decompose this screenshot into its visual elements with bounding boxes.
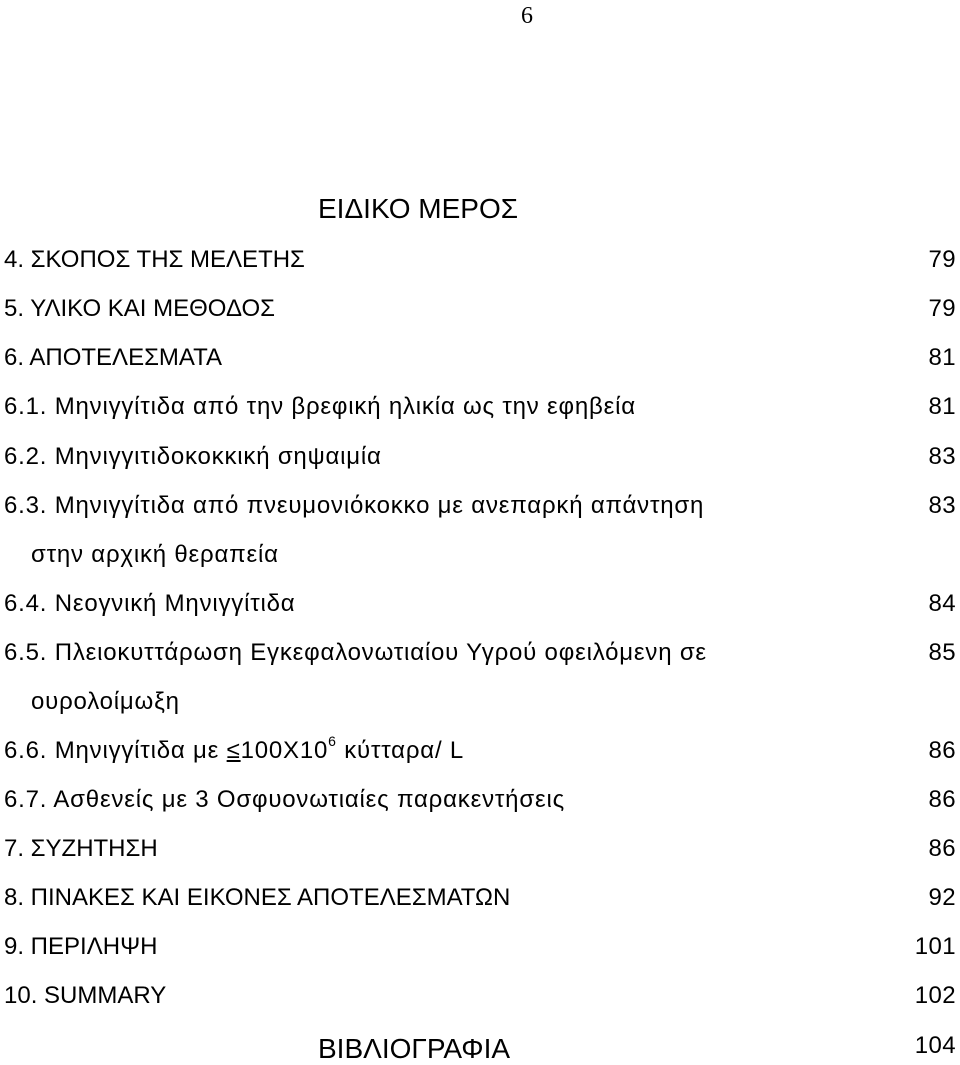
toc-entry-6-3 xyxy=(4,490,956,522)
toc-page-number: 81 xyxy=(928,393,956,420)
toc-entry-6-2 xyxy=(4,441,956,473)
toc-label-continuation: στην αρχική θεραπεία xyxy=(31,541,279,568)
bibliography-heading: ΒΙΒΛΙΟΓΡΑΦΙΑ xyxy=(318,1033,511,1064)
toc-page-number: 102 xyxy=(914,982,956,1009)
toc-page-number: 101 xyxy=(914,933,956,960)
toc-label: 6.1. Μηνιγγίτιδα από την βρεφική ηλικία ως την εφηβεία xyxy=(4,393,636,420)
toc-entry-6 xyxy=(4,342,956,374)
toc-label: 9. ΠΕΡΙΛΗΨΗ xyxy=(4,933,158,960)
toc-page-number: 86 xyxy=(928,835,956,862)
toc-page-number: 79 xyxy=(928,295,956,322)
toc-entry-10 xyxy=(4,980,956,1012)
cell-count-value: 100Χ10 xyxy=(240,737,329,764)
toc-entry-8 xyxy=(4,882,956,914)
toc-entry-4 xyxy=(4,244,956,276)
toc-entry-6-5 xyxy=(4,637,956,669)
toc-entry-6-4 xyxy=(4,588,956,620)
toc-label: 10. SUMMARY xyxy=(4,982,167,1009)
toc-page-number: 81 xyxy=(928,344,956,371)
bibliography-page-number: 104 xyxy=(914,1032,956,1059)
toc-entry-9 xyxy=(4,931,956,963)
toc-label: 6.4. Νεογνική Μηνιγγίτιδα xyxy=(4,590,296,617)
toc-label: 6.5. Πλειοκυττάρωση Εγκεφαλονωτιαίου Υγρού οφειλόμενη σε xyxy=(4,639,707,666)
toc-label-prefix: 6.6. Μηνιγγίτιδα με xyxy=(4,737,227,764)
toc-page-number: 85 xyxy=(928,639,956,666)
toc-entry-6-1 xyxy=(4,391,956,423)
less-or-equal-symbol: ≤ xyxy=(226,737,241,764)
toc-label: 8. ΠΙΝΑΚΕΣ ΚΑΙ ΕΙΚΟΝΕΣ ΑΠΟΤΕΛΕΣΜΑΤΩΝ xyxy=(4,884,511,911)
toc-label xyxy=(4,735,464,769)
toc-label: 7. ΣΥΖΗΤΗΣΗ xyxy=(4,835,158,862)
toc-page-number: 79 xyxy=(928,246,956,273)
toc-label: 6. ΑΠΟΤΕΛΕΣΜΑΤΑ xyxy=(4,344,223,371)
toc-label: 4. ΣΚΟΠΟΣ ΤΗΣ ΜΕΛΕΤΗΣ xyxy=(4,246,305,273)
toc-label: 6.7. Ασθενείς με 3 Οσφυονωτιαίες παρακεντήσεις xyxy=(4,786,565,813)
toc-entry-5 xyxy=(4,293,956,325)
toc-label: 6.2. Μηνιγγιτιδοκοκκική σηψαιμία xyxy=(4,443,382,470)
toc-label-continuation: ουρολοίμωξη xyxy=(31,688,180,715)
toc-label: 6.3. Μηνιγγίτιδα από πνευμονιόκοκκο με ανεπαρκή απάντηση xyxy=(4,492,705,519)
toc-label: 5. ΥΛΙΚΟ ΚΑΙ ΜΕΘΟΔΟΣ xyxy=(4,295,275,322)
toc-page-number: 86 xyxy=(928,737,956,764)
toc-page-number: 92 xyxy=(928,884,956,911)
section-heading: ΕΙΔΙΚΟ ΜΕΡΟΣ xyxy=(318,193,519,224)
toc-entry-6-7 xyxy=(4,784,956,816)
toc-label-suffix: κύτταρα/ L xyxy=(336,737,465,764)
toc-page-number: 83 xyxy=(928,492,956,519)
toc-page-number: 84 xyxy=(928,590,956,617)
exponent: 6 xyxy=(328,733,337,749)
toc-entry-7 xyxy=(4,833,956,865)
toc-page-number: 86 xyxy=(928,786,956,813)
toc-entry-6-6 xyxy=(4,735,956,767)
toc-page-number: 83 xyxy=(928,443,956,470)
page-number: 6 xyxy=(521,3,533,29)
